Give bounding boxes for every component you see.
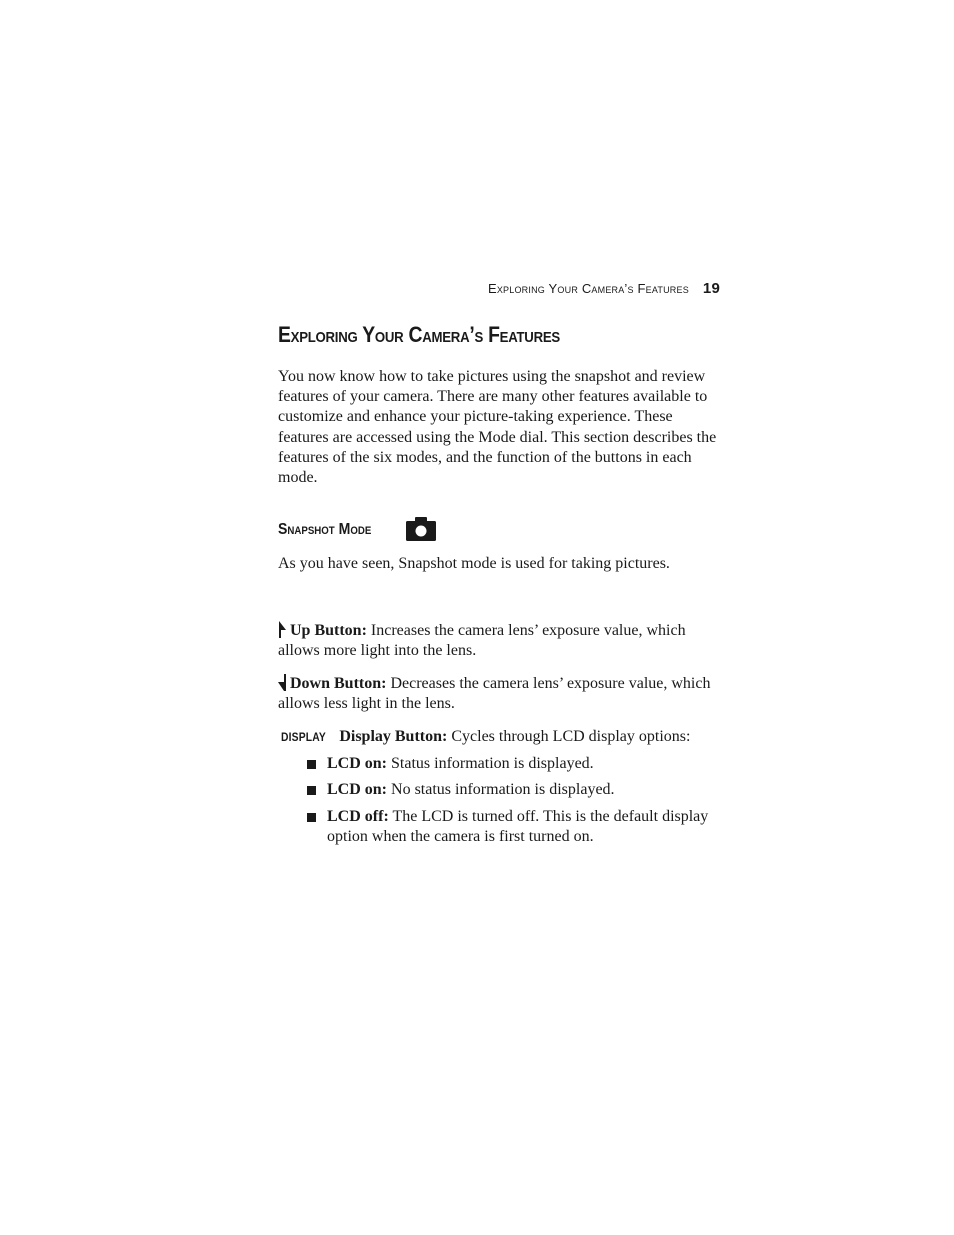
square-bullet-icon bbox=[307, 813, 316, 822]
up-button-description bbox=[278, 621, 720, 662]
display-options-list bbox=[306, 754, 720, 854]
up-arrow-icon bbox=[278, 621, 287, 638]
section-title: Exploring Your Camera’s Features bbox=[278, 322, 560, 347]
page-number: 19 bbox=[702, 280, 720, 297]
camera-icon bbox=[406, 517, 436, 541]
list-item bbox=[306, 807, 720, 848]
up-button-term: Up Button: bbox=[290, 622, 367, 639]
option-text: No status information is displayed. bbox=[387, 781, 615, 799]
up-button-text: Increases the camera lens’ exposure value, which allows more light into the lens. bbox=[278, 622, 686, 660]
down-arrow-icon bbox=[278, 674, 287, 691]
display-button-text: Cycles through LCD display options: bbox=[447, 728, 691, 745]
option-text: Status information is displayed. bbox=[387, 755, 594, 772]
display-button-description bbox=[278, 727, 720, 747]
snapshot-mode-heading bbox=[278, 518, 436, 542]
square-bullet-icon bbox=[307, 760, 316, 769]
option-term: LCD on: bbox=[327, 755, 388, 772]
down-button-description bbox=[278, 674, 720, 715]
snapshot-mode-description: As you have seen, Snapshot mode is used for taking pictures. bbox=[278, 555, 670, 572]
square-bullet-icon bbox=[307, 786, 316, 795]
down-button-term: Down Button: bbox=[290, 675, 387, 692]
intro-paragraph: You now know how to take pictures using the snapshot and review features of your camera. There are many other features available to customize and enhance your picture-taking experience. These features are accessed using the Mode dial. This section describes the features of the six modes, and the function of the buttons in each mode. bbox=[278, 368, 717, 487]
list-item bbox=[306, 754, 720, 774]
down-button-text: Decreases the camera lens’ exposure value, which allows less light in the lens. bbox=[278, 675, 711, 713]
list-item bbox=[306, 780, 720, 800]
running-header bbox=[420, 280, 720, 297]
option-text: The LCD is turned off. This is the default display option when the camera is first turned on. bbox=[327, 807, 709, 846]
running-header-title: Exploring Your Camera’s Features bbox=[487, 281, 689, 296]
option-term: LCD on: bbox=[327, 781, 388, 799]
snapshot-mode-heading-text: Snapshot Mode bbox=[278, 521, 372, 538]
display-button-term: Display Button: bbox=[339, 728, 448, 745]
display-button-icon: DISPLAY bbox=[281, 730, 326, 744]
option-term: LCD off: bbox=[327, 807, 389, 825]
